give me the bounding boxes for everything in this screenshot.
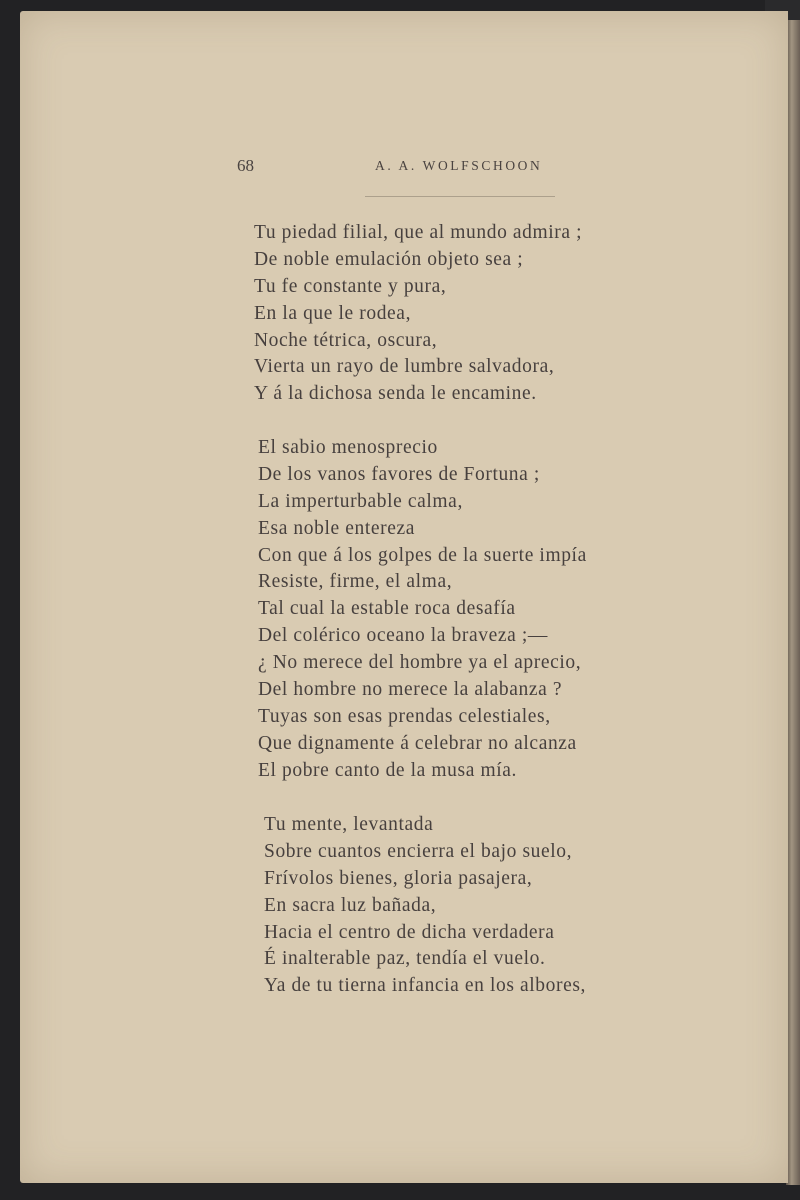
poem-line: Con que á los golpes de la suerte impía <box>258 544 587 566</box>
poem-line: Del hombre no merece la alabanza ? <box>258 679 563 701</box>
stanza <box>264 812 586 1000</box>
poem-line: Que dignamente á celebrar no alcanza <box>258 732 577 754</box>
poem-line: Esa noble entereza <box>258 517 415 539</box>
poem-line: De noble emulación objeto sea ; <box>254 248 524 270</box>
poem-line: En la que le rodea, <box>254 302 412 324</box>
poem-line: Tuyas son esas prendas celestiales, <box>258 705 551 727</box>
running-head: A. A. WOLFSCHOON <box>375 158 543 173</box>
page-header <box>20 156 788 176</box>
poem-line: Hacia el centro de dicha verdadera <box>264 921 555 943</box>
poem-line: Sobre cuantos encierra el bajo suelo, <box>264 840 573 862</box>
stanza <box>254 220 582 408</box>
poem-line: É inalterable paz, tendía el vuelo. <box>264 948 546 970</box>
page-edge <box>786 20 800 1185</box>
poem-line: En sacra luz bañada, <box>264 894 437 916</box>
poem-line: El pobre canto de la musa mía. <box>258 759 517 781</box>
poem-line: De los vanos favores de Fortuna ; <box>258 463 540 485</box>
poem-line: Tu fe constante y pura, <box>254 275 447 297</box>
poem-line: Tu piedad filial, que al mundo admira ; <box>254 222 583 243</box>
poem-line: Frívolos bienes, gloria pasajera, <box>264 867 533 889</box>
poem-line: Ya de tu tierna infancia en los albores, <box>264 975 587 997</box>
poem-line: Resiste, firme, el alma, <box>258 571 453 593</box>
poem-line: Tu mente, levantada <box>264 814 434 835</box>
poem-line: El sabio menosprecio <box>258 437 438 458</box>
stanza <box>258 435 587 785</box>
page-number: 68 <box>237 156 254 175</box>
poem-line: Y á la dichosa senda le encamine. <box>254 383 537 405</box>
poem-line: Vierta un rayo de lumbre salvadora, <box>254 356 555 378</box>
header-rule <box>365 196 555 197</box>
poem-line: Del colérico oceano la braveza ;— <box>258 625 548 647</box>
page-paper <box>20 11 788 1183</box>
poem-line: Noche tétrica, oscura, <box>254 329 438 351</box>
poem-line: Tal cual la estable roca desafía <box>258 598 516 620</box>
poem-line: ¿ No merece del hombre ya el aprecio, <box>258 652 582 674</box>
poem-line: La imperturbable calma, <box>258 490 463 512</box>
